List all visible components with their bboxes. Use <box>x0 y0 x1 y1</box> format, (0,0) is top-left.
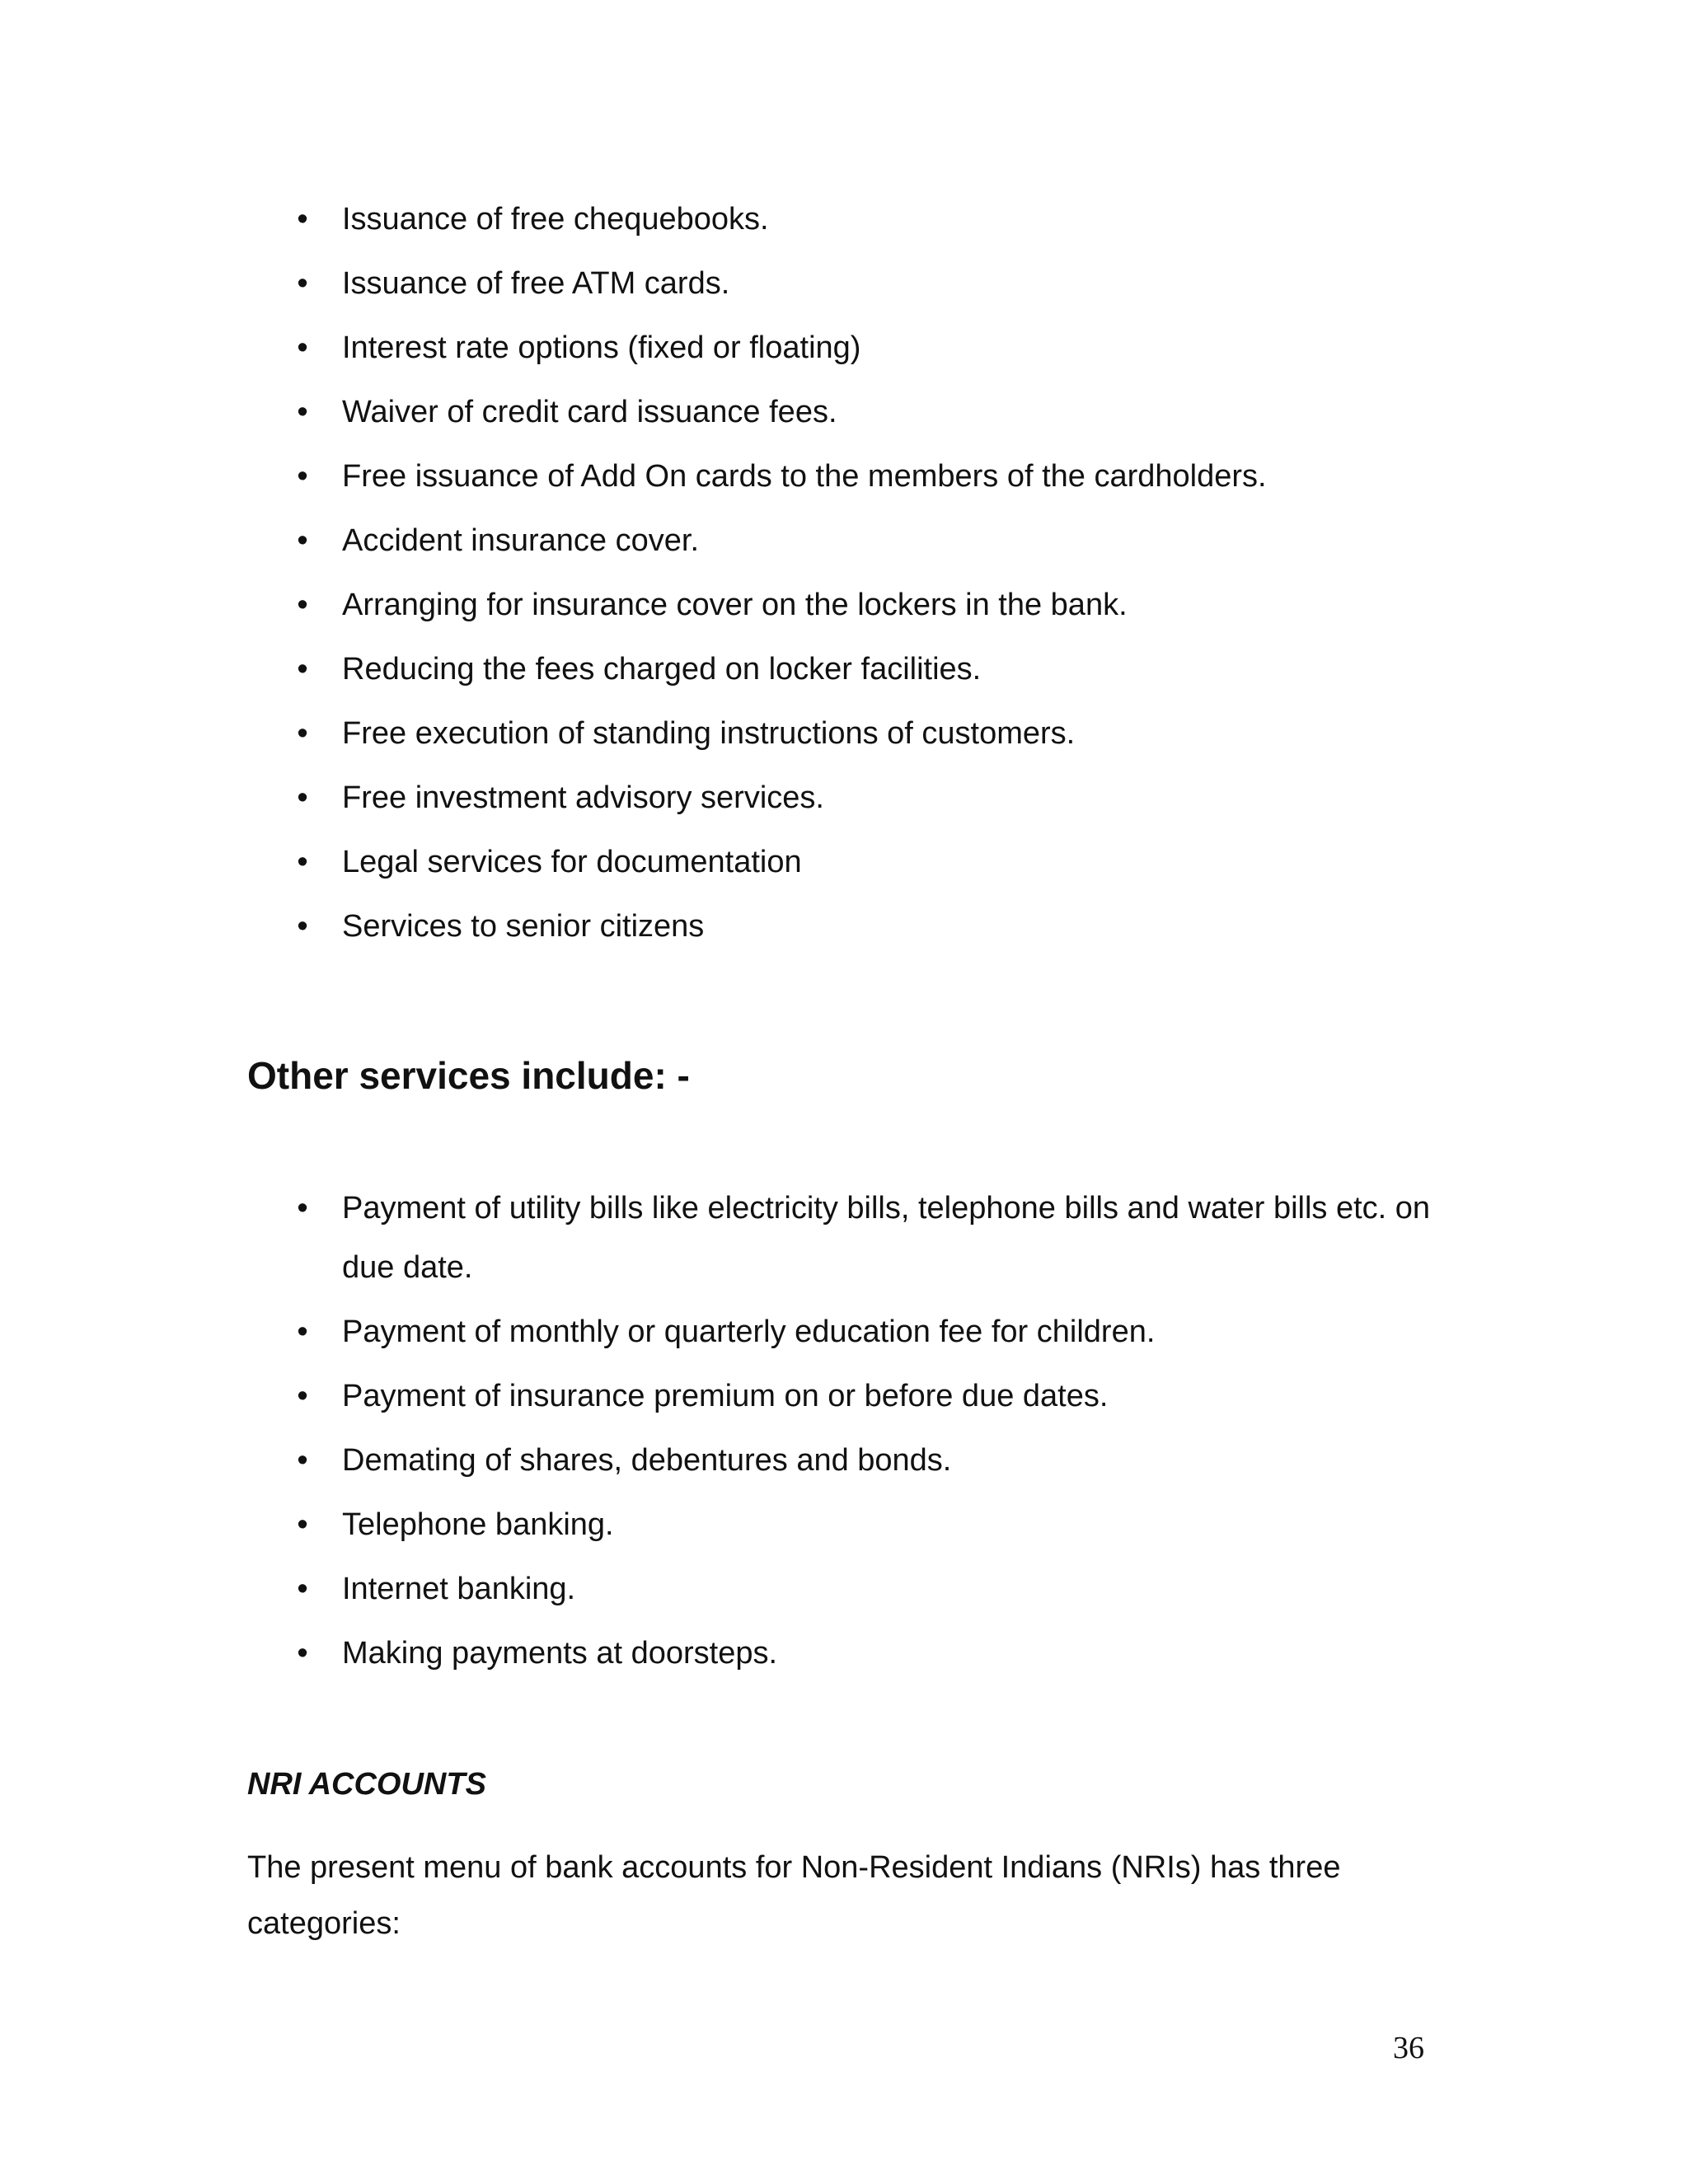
bullet-icon: • <box>297 652 308 687</box>
list-item <box>293 190 1447 254</box>
page-number: 36 <box>1393 2031 1424 2065</box>
list-item <box>293 382 1447 447</box>
list-item-text: Demating of shares, debentures and bonds. <box>342 1443 952 1478</box>
list-item <box>293 511 1447 575</box>
list-item-text: Interest rate options (fixed or floating) <box>342 330 861 365</box>
bullet-icon: • <box>297 845 308 879</box>
list-item-text: Free investment advisory services. <box>342 780 824 815</box>
bullet-icon: • <box>297 523 308 558</box>
list-item <box>293 1302 1447 1366</box>
list-item <box>293 318 1447 382</box>
bullet-icon: • <box>297 1572 308 1606</box>
list-item <box>293 1624 1447 1688</box>
list-item <box>293 1366 1447 1431</box>
list-item <box>293 640 1447 704</box>
list-item <box>293 447 1447 511</box>
section-heading-other-services: Other services include: - <box>247 1054 690 1097</box>
other-services-list <box>293 1179 1447 1688</box>
bullet-icon: • <box>297 716 308 751</box>
nri-paragraph: The present menu of bank accounts for Non-Resident Indians (NRIs) has three categories: <box>247 1850 1341 1941</box>
list-item-text: Internet banking. <box>342 1572 576 1606</box>
list-item <box>293 1495 1447 1559</box>
bullet-icon: • <box>297 395 308 429</box>
bullet-icon: • <box>297 266 308 301</box>
list-item-text: Services to senior citizens <box>342 909 705 944</box>
bullet-icon: • <box>297 1443 308 1478</box>
bullet-icon: • <box>297 330 308 365</box>
list-item-text: Reducing the fees charged on locker facilities. <box>342 652 982 687</box>
list-item-text: Issuance of free chequebooks. <box>342 202 769 237</box>
list-item-text: Payment of monthly or quarterly education fee for children. <box>342 1315 1156 1349</box>
bullet-icon: • <box>297 588 308 622</box>
list-item <box>293 1431 1447 1495</box>
list-item-text: Free execution of standing instructions of customers. <box>342 716 1076 751</box>
bullet-icon: • <box>297 1507 308 1542</box>
list-item <box>293 897 1447 961</box>
bullet-icon: • <box>297 780 308 815</box>
list-item-text: Arranging for insurance cover on the lockers in the bank. <box>342 588 1128 622</box>
list-item <box>293 832 1447 897</box>
bullet-icon: • <box>297 1191 308 1226</box>
bullet-icon: • <box>297 202 308 237</box>
list-item <box>293 1559 1447 1624</box>
bullet-icon: • <box>297 459 308 494</box>
bullet-icon: • <box>297 909 308 944</box>
list-item-text: Telephone banking. <box>342 1507 614 1542</box>
list-item <box>293 575 1447 640</box>
list-item-text: Issuance of free ATM cards. <box>342 266 730 301</box>
list-item-text: Free issuance of Add On cards to the members of the cardholders. <box>342 459 1267 494</box>
bullet-icon: • <box>297 1315 308 1349</box>
bullet-icon: • <box>297 1379 308 1413</box>
list-item-text: Payment of insurance premium on or before due dates. <box>342 1379 1109 1413</box>
section-heading-nri-accounts: NRI ACCOUNTS <box>247 1767 486 1802</box>
list-item <box>293 1179 1447 1302</box>
list-item-text: Payment of utility bills like electricity bills, telephone bills and water bills etc. on due date. <box>342 1191 1431 1285</box>
list-item-text: Making payments at doorsteps. <box>342 1636 778 1671</box>
list-item-text: Waiver of credit card issuance fees. <box>342 395 837 429</box>
list-item-text: Legal services for documentation <box>342 845 802 879</box>
services-list <box>293 190 1447 961</box>
list-item <box>293 704 1447 768</box>
bullet-icon: • <box>297 1636 308 1671</box>
list-item <box>293 768 1447 832</box>
list-item-text: Accident insurance cover. <box>342 523 700 558</box>
list-item <box>293 254 1447 318</box>
